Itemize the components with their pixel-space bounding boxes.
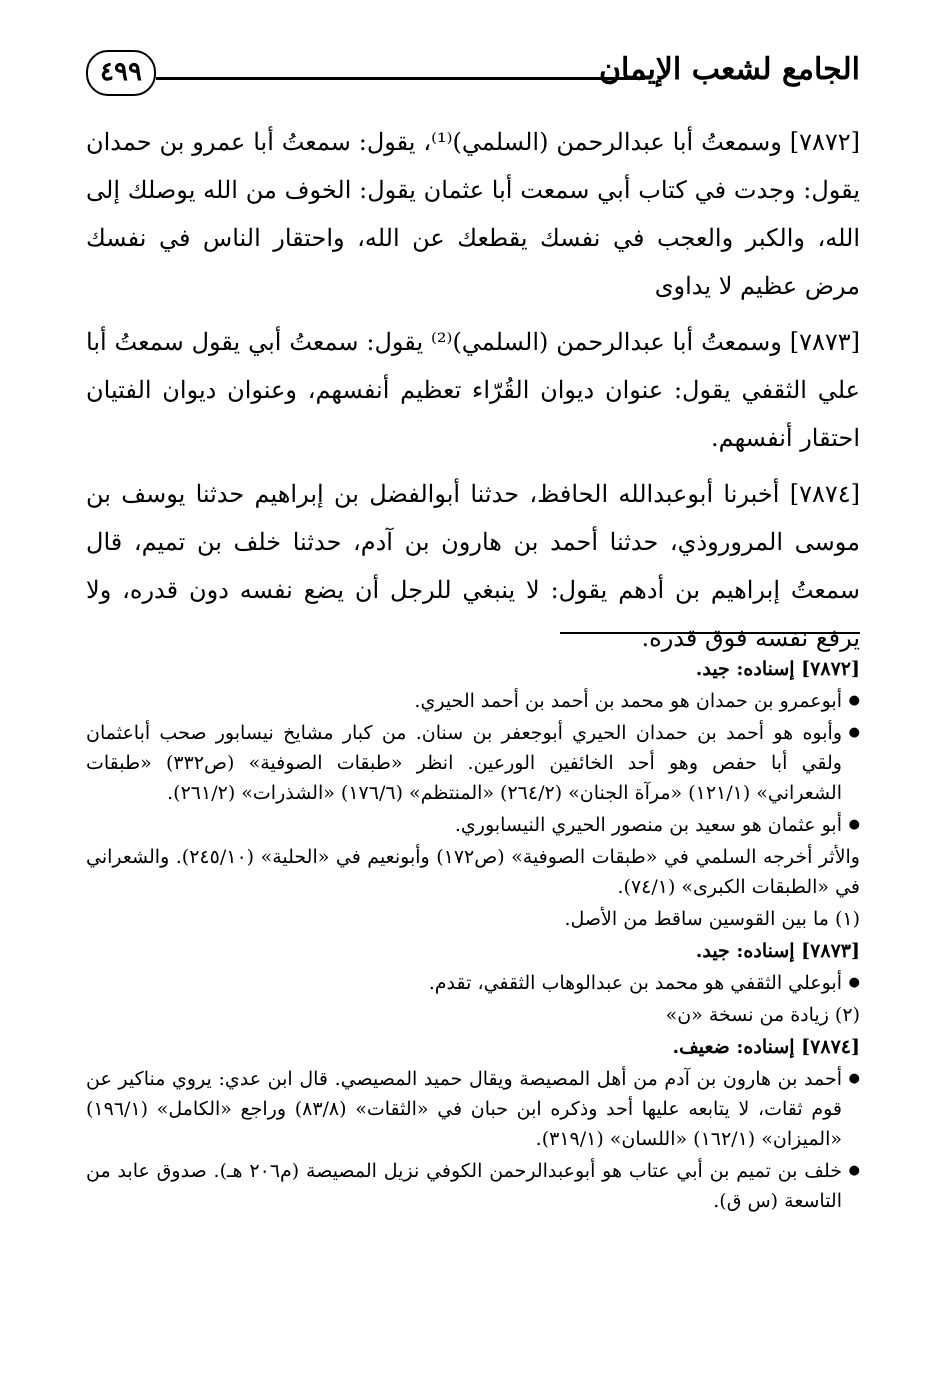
paragraph-7874: [٧٨٧٤] أخبرنا أبوعبدالله الحافظ، حدثنا أبوالفضل بن إبراهيم حدثنا يوسف بن موسى المروروذي، حدثنا أحمد بن هارون بن آدم، حدثنا خلف بن تميم، قال سمعتُ إبراهيم بن أدهم يقول: لا ينبغي للرجل أن يضع نفسه دون قدره، ولا يرفع نفسه فوق قدره. [86, 480, 860, 652]
footnote-separator [560, 632, 860, 634]
footnote-2: (٢) زيادة من نسخة «ن» [665, 1004, 860, 1026]
note-bullet: ● أحمد بن هارون بن آدم من أهل المصيصة ويقال حميد المصيصي. قال ابن عدي: يروي مناكير عن قوم ثقات، لا يتابعه عليها أحد وذكره ابن حبان في «الثقات» (٨٣/٨) وراجع «الكامل» (١٩٦/١) «الميزان» (١٦٢/١) «اللسان» (٣١٩/١). [86, 1064, 860, 1154]
page-number: ٤٩٩ [86, 50, 156, 96]
header-rule [156, 77, 645, 80]
note-bullet: ● أبو عثمان هو سعيد بن منصور الحيري النيسابوري. [86, 810, 860, 840]
running-title: الجامع لشعب الإيمان [598, 52, 860, 87]
note-bullet: ● أبوعلي الثقفي هو محمد بن عبدالوهاب الثقفي، تقدم. [86, 968, 860, 998]
note-bullet: ● خلف بن تميم بن أبي عتاب هو أبوعبدالرحمن الكوفي نزيل المصيصة (م٢٠٦ هـ). صدوق عابد من التاسعة (س ق). [86, 1156, 860, 1216]
note-bullet: ● وأبوه هو أحمد بن حمدان الحيري أبوجعفر بن سنان. من كبار مشايخ نيسابور صحب أباعثمان ولقي أبا حفص وهو أحد الخائفين الورعين. انظر «طبقات الصوفية» (ص٣٣٢) «طبقات الشعراني» (١٢١/١) «مرآة الجنان» (٢٦٤/٢) «المنتظم» (١٧٦/٦) «الشذرات» (٢٦١/٢). [86, 718, 860, 808]
main-text [86, 118, 860, 670]
note-bullet: ● أبوعمرو بن حمدان هو محمد بن أحمد بن أحمد الحيري. [86, 686, 860, 716]
note-heading-7874: [٧٨٧٤] إسناده: ضعيف. [672, 1036, 860, 1058]
footnotes [86, 654, 860, 1218]
note-heading-7873: [٧٨٧٣] إسناده: جيد. [695, 940, 860, 962]
paragraph-7872: [٧٨٧٢] وسمعتُ أبا عبدالرحمن (السلمي)⁽¹⁾، يقول: سمعتُ أبا عمرو بن حمدان يقول: وجدت في كتاب أبي سمعت أبا عثمان يقول: الخوف من الله يوصلك إلى الله، والكبر والعجب في نفسك يقطعك عن الله، واحتقار الناس في نفسك مرض عظيم لا يداوى [86, 128, 860, 300]
page-header [86, 40, 860, 110]
paragraph-7873: [٧٨٧٣] وسمعتُ أبا عبدالرحمن (السلمي)⁽²⁾ يقول: سمعتُ أبي يقول سمعتُ أبا علي الثقفي يقول: عنوان ديوان القُرّاء تعظيم أنفسهم، وعنوان ديوان الفتيان احتقار أنفسهم. [86, 328, 860, 452]
note-paragraph: والأثر أخرجه السلمي في «طبقات الصوفية» (ص١٧٢) وأبونعيم في «الحلية» (٢٤٥/١٠). والشعراني في «الطبقات الكبرى» (٧٤/١). [86, 846, 860, 898]
note-heading-7872: [٧٨٧٢] إسناده: جيد. [695, 658, 860, 680]
footnote-1: (١) ما بين القوسين ساقط من الأصل. [564, 908, 860, 930]
